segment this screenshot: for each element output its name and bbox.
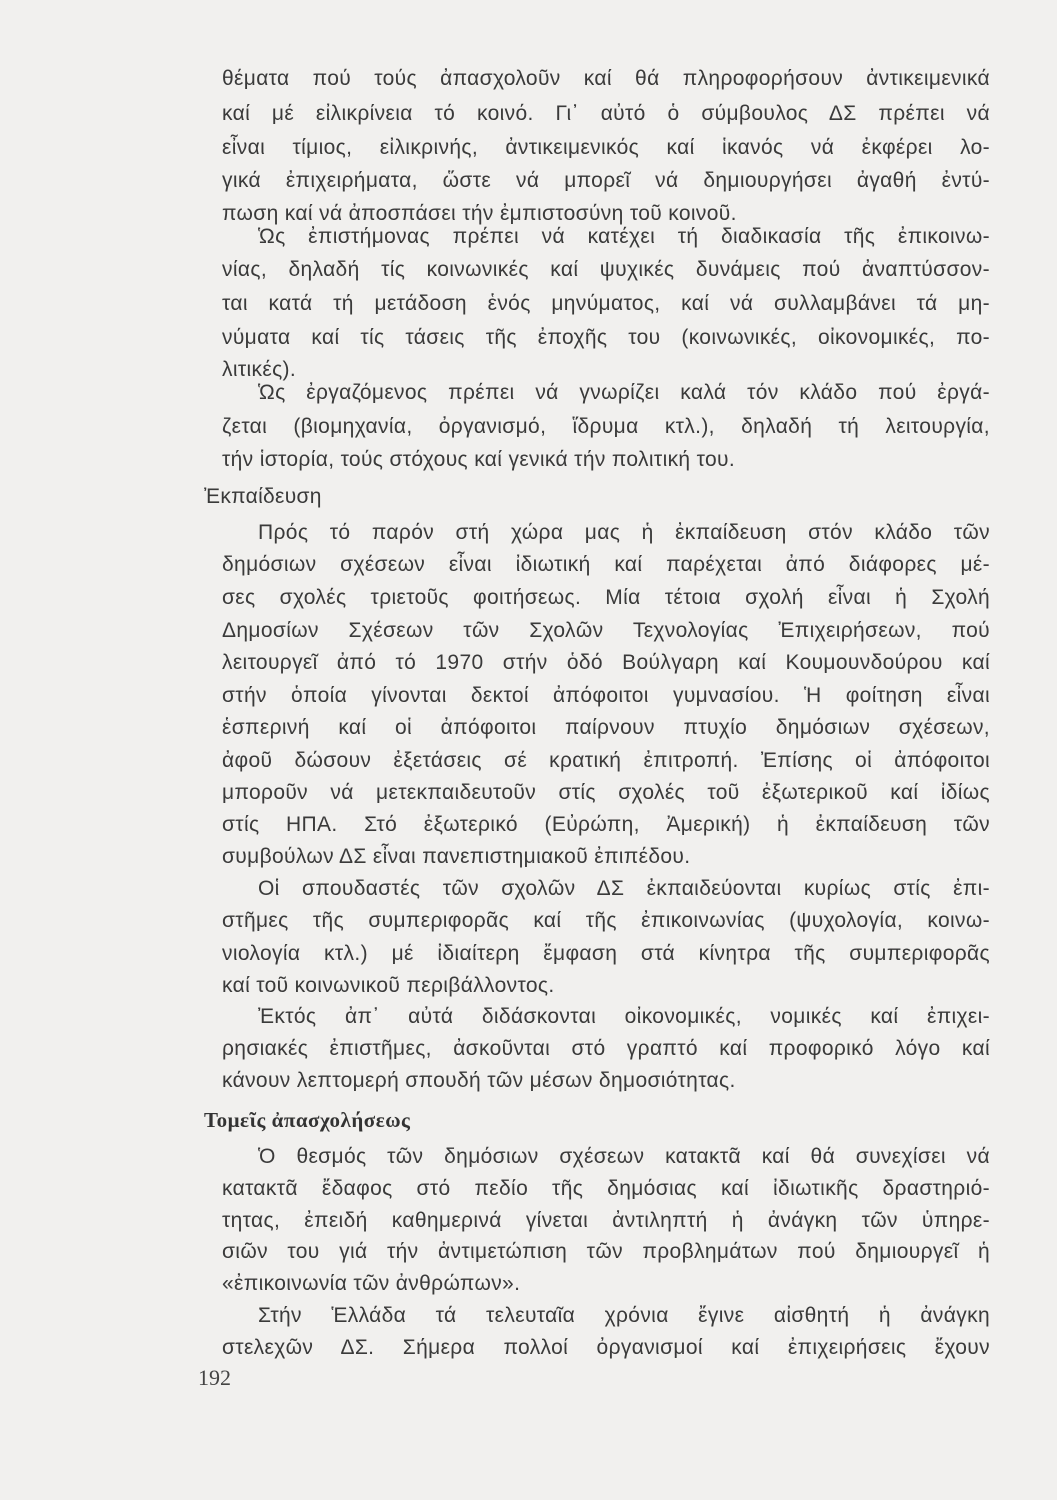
text-line: στελεχῶν ΔΣ. Σήμερα πολλοί ὀργανισμοί καί ἐπιχειρήσεις ἔχουν (222, 1336, 990, 1359)
text-line: ἀφοῦ δώσουν ἐξετάσεις σέ κρατική ἐπιτροπή. Ἐπίσης οἱ ἀπόφοιτοι (222, 749, 990, 772)
text-line: ἑσπερινή καί οἱ ἀπόφοιτοι παίρνουν πτυχίο δημόσιων σχέσεων, (222, 716, 990, 739)
text-line: συμβούλων ΔΣ εἶναι πανεπιστημιακοῦ ἐπιπέδου. (222, 845, 691, 868)
text-line: γικά ἐπιχειρήματα, ὥστε νά μπορεῖ νά δημιουργήσει ἀγαθή ἐντύ- (222, 169, 990, 192)
text-line: ζεται (βιομηχανία, ὀργανισμό, ἵδρυμα κτλ.), δηλαδή τή λειτουργία, (222, 415, 990, 438)
text-line: καί μέ εἰλικρίνεια τό κοινό. Γι᾽ αὐτό ὁ σύμβουλος ΔΣ πρέπει νά (222, 102, 990, 125)
text-line: στίς ΗΠΑ. Στό ἐξωτερικό (Εὐρώπη, Ἀμερική) ἡ ἐκπαίδευση τῶν (222, 813, 990, 836)
text-line: εἶναι τίμιος, εἰλικρινής, ἀντικειμενικός καί ἱκανός νά ἐκφέρει λο- (222, 136, 990, 159)
text-line: λιτικές). (222, 358, 297, 381)
text-line: στήν ὁποία γίνονται δεκτοί ἀπόφοιτοι γυμνασίου. Ἡ φοίτηση εἶναι (222, 684, 990, 707)
text-line: λειτουργεῖ ἀπό τό 1970 στήν ὁδό Βούλγαρη καί Κουμουνδούρου καί (222, 651, 990, 674)
text-line: μποροῦν νά μετεκπαιδευτοῦν στίς σχολές τοῦ ἐξωτερικοῦ καί ἰδίως (222, 781, 990, 804)
text-line: Ὡς ἐπιστήμονας πρέπει νά κατέχει τή διαδικασία τῆς ἐπικοινω- (258, 225, 990, 248)
text-line: καί τοῦ κοινωνικοῦ περιβάλλοντος. (222, 974, 555, 997)
text-line: πωση καί νά ἀποσπάσει τήν ἐμπιστοσύνη τοῦ κοινοῦ. (222, 202, 737, 225)
text-line: σες σχολές τριετοῦς φοιτήσεως. Μία τέτοια σχολή εἶναι ἡ Σχολή (222, 586, 990, 609)
text-line: ται κατά τή μετάδοση ἑνός μηνύματος, καί νά συλλαμβάνει τά μη- (222, 292, 990, 315)
text-line: Ὡς ἐργαζόμενος πρέπει νά γνωρίζει καλά τόν κλάδο πού ἐργά- (258, 381, 990, 404)
text-line: στῆμες τῆς συμπεριφορᾶς καί τῆς ἐπικοινωνίας (ψυχολογία, κοινω- (222, 909, 990, 932)
text-line: νύματα καί τίς τάσεις τῆς ἐποχῆς του (κοινωνικές, οἰκονομικές, πο- (222, 326, 990, 349)
text-line: «ἐπικοινωνία τῶν ἀνθρώπων». (222, 1272, 521, 1295)
text-line: Πρός τό παρόν στή χώρα μας ἡ ἐκπαίδευση στόν κλάδο τῶν (258, 521, 990, 544)
page-number: 192 (198, 1365, 231, 1390)
text-line: σιῶν του γιά τήν ἀντιμετώπιση τῶν προβλημάτων πού δημιουργεῖ ἡ (222, 1240, 990, 1263)
text-line: δημόσιων σχέσεων εἶναι ἰδιωτική καί παρέχεται ἀπό διάφορες μέ- (222, 553, 990, 576)
text-line: νιολογία κτλ.) μέ ἰδιαίτερη ἔμφαση στά κίνητρα τῆς συμπεριφορᾶς (222, 942, 990, 965)
text-line: Στήν Ἑλλάδα τά τελευταῖα χρόνια ἔγινε αἰσθητή ἡ ἀνάγκη (258, 1304, 990, 1327)
text-line: Ὁ θεσμός τῶν δημόσιων σχέσεων κατακτᾶ καί θά συνεχίσει νά (258, 1145, 990, 1168)
text-line: κατακτᾶ ἔδαφος στό πεδίο τῆς δημόσιας καί ἰδιωτικῆς δραστηριό- (222, 1177, 990, 1200)
text-line: κάνουν λεπτομερή σπουδή τῶν μέσων δημοσιότητας. (222, 1069, 736, 1092)
text-line: νίας, δηλαδή τίς κοινωνικές καί ψυχικές δυνάμεις πού ἀναπτύσσον- (222, 258, 990, 281)
section-heading-sectors: Τομεῖς ἀπασχολήσεως (204, 1108, 411, 1132)
text-line: Ἐκτός ἀπ᾽ αὐτά διδάσκονται οἰκονομικές, νομικές καί ἐπιχει- (258, 1005, 990, 1028)
text-line: τητας, ἐπειδή καθημερινά γίνεται ἀντιληπτή ἡ ἀνάγκη τῶν ὑπηρε- (222, 1209, 990, 1232)
text-line: Οἱ σπουδαστές τῶν σχολῶν ΔΣ ἐκπαιδεύονται κυρίως στίς ἐπι- (258, 877, 990, 900)
text-line: ρησιακές ἐπιστῆμες, ἀσκοῦνται στό γραπτό καί προφορικό λόγο καί (222, 1037, 990, 1060)
section-heading-education: Ἐκπαίδευση (204, 485, 322, 508)
text-line: Δημοσίων Σχέσεων τῶν Σχολῶν Τεχνολογίας Ἐπιχειρήσεων, πού (222, 619, 990, 642)
text-line: θέματα πού τούς ἀπασχολοῦν καί θά πληροφορήσουν ἀντικειμενικά (222, 67, 990, 90)
text-line: τήν ἱστορία, τούς στόχους καί γενικά τήν πολιτική του. (222, 448, 736, 471)
